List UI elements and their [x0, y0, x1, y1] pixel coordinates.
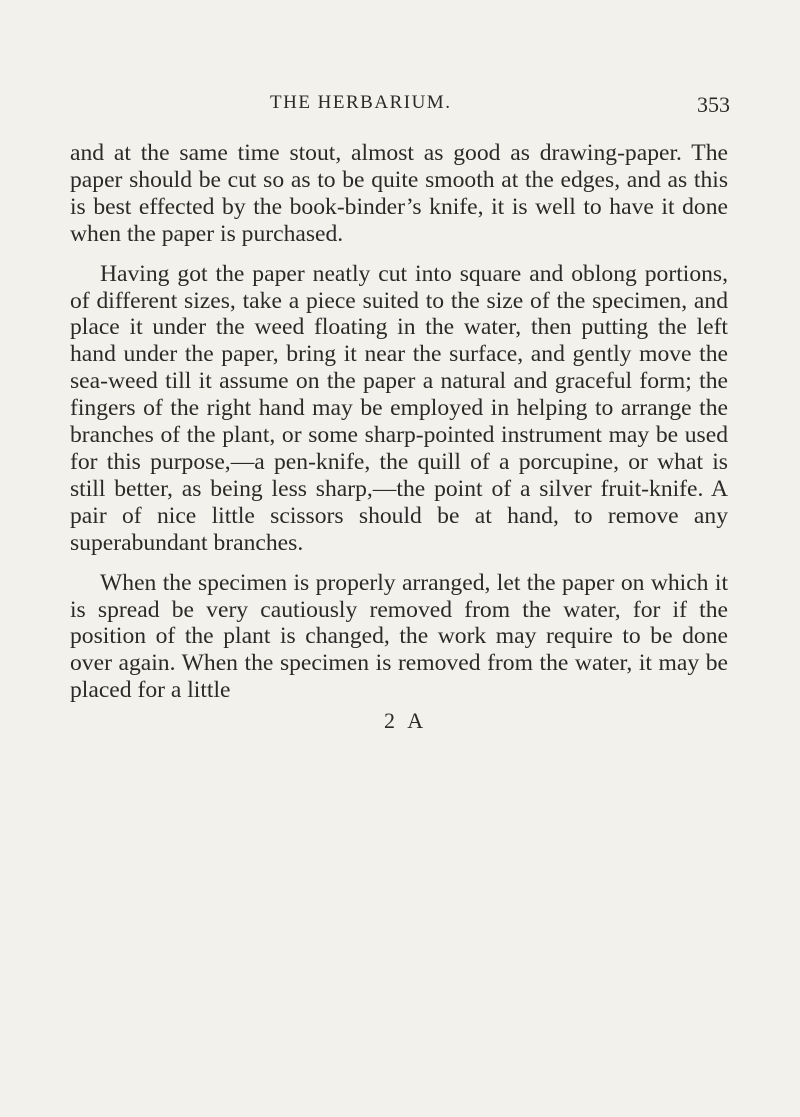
page-header [70, 92, 730, 122]
running-head: THE HERBARIUM. [270, 92, 452, 113]
paragraph-1: and at the same time stout, almost as good as drawing-paper. The paper should be cut so as to be quite smooth at the edges, and as this is best effected by the book-binder’s knife, it is well to have it done when the paper is purchased. [70, 140, 728, 247]
body-text [70, 140, 728, 704]
signature-mark: 2 A [384, 708, 428, 733]
page-number: 353 [697, 92, 730, 117]
paragraph-3: When the specimen is properly arranged, let the paper on which it is spread be very cautiously removed from the water, for if the position of the plant is changed, the work may require to be done over again. When the specimen is removed from the water, it may be placed for a little [70, 569, 728, 704]
paragraph-2: Having got the paper neatly cut into square and oblong portions, of different sizes, take a piece suited to the size of the specimen, and place it under the weed floating in the water, then putting the left hand under the paper, bring it near the surface, and gently move the sea-weed till it assume on the paper a natural and graceful form; the fingers of the right hand may be employed in helping to arrange the branches of the plant, or some sharp-pointed instrument may be used for this purpose,—a pen-knife, the quill of a porcupine, or what is still better, as being less sharp,—the point of a silver fruit-knife. A pair of nice little scissors should be at hand, to remove any superabundant branches. [70, 260, 728, 556]
